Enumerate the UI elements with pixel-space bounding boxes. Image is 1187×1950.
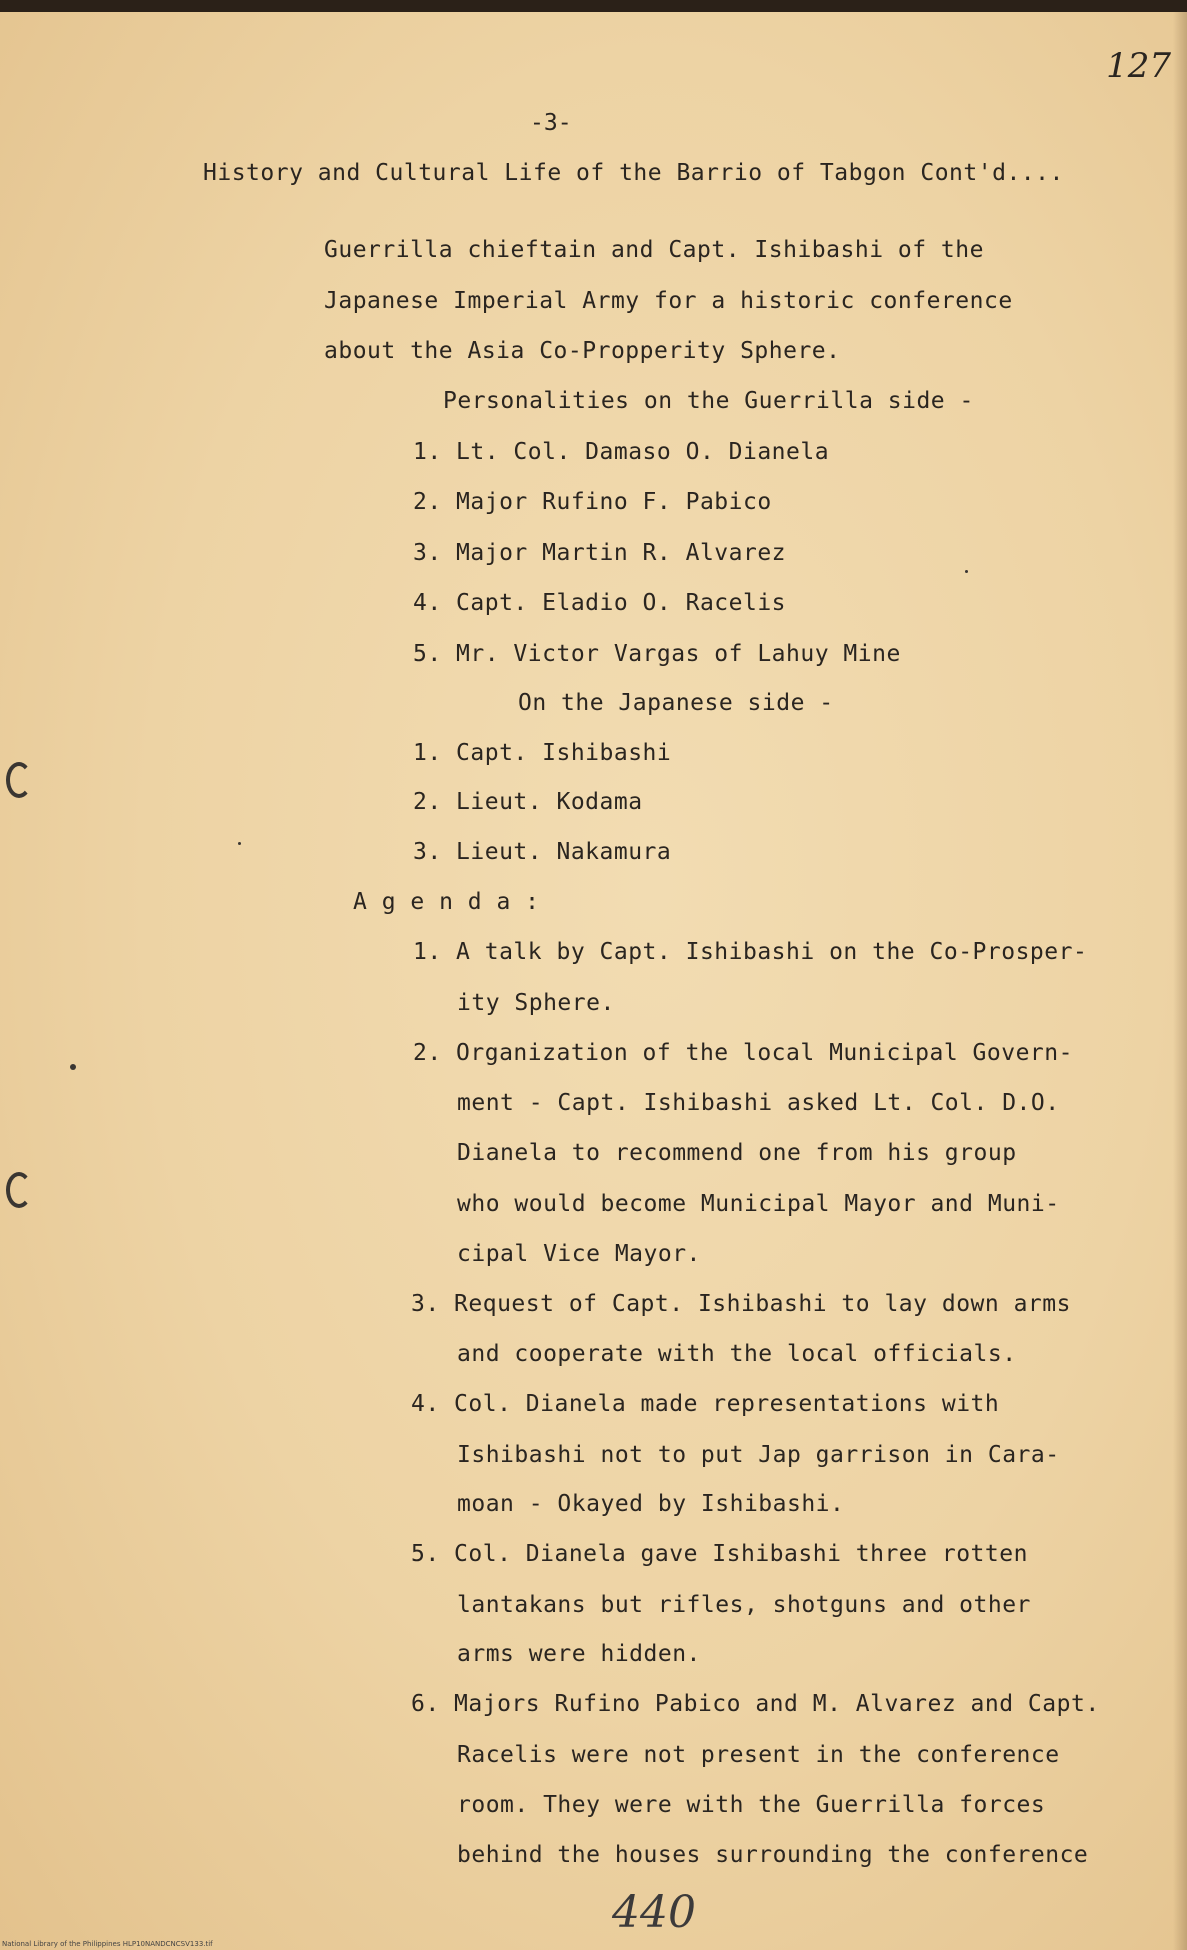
agenda-line: Dianela to recommend one from his group [457,1140,1017,1166]
heading: History and Cultural Life of the Barrio of Tabgon Cont'd.... [203,160,1064,186]
agenda-line: Racelis were not present in the conference [457,1742,1060,1768]
agenda-heading: A g e n d a : [353,889,540,915]
agenda-line: behind the houses surrounding the conference [457,1842,1089,1868]
document-page [0,12,1187,1950]
agenda-line: 2. Organization of the local Municipal Govern- [413,1040,1073,1066]
intro-line: Guerrilla chieftain and Capt. Ishibashi of the [324,237,984,263]
agenda-line: moan - Okayed by Ishibashi. [457,1491,845,1517]
agenda-line: ity Sphere. [457,990,615,1016]
agenda-line: Ishibashi not to put Jap garrison in Cara- [457,1442,1060,1468]
agenda-line: 5. Col. Dianela gave Ishibashi three rotten [411,1541,1028,1567]
agenda-line: cipal Vice Mayor. [457,1241,701,1267]
guerrilla-heading: Personalities on the Guerrilla side - [443,388,974,414]
handwritten-page-number: 440 [612,1887,696,1938]
agenda-line: 4. Col. Dianela made representations with [411,1391,1000,1417]
japanese-heading: On the Japanese side - [518,690,834,716]
guerrilla-item: 3. Major Martin R. Alvarez [413,540,787,566]
ink-speck [70,1064,76,1070]
guerrilla-item: 4. Capt. Eladio O. Racelis [413,590,787,616]
intro-line: about the Asia Co-Propperity Sphere. [324,338,841,364]
guerrilla-item: 1. Lt. Col. Damaso O. Dianela [413,439,830,465]
ink-speck [238,842,241,845]
agenda-line: ment - Capt. Ishibashi asked Lt. Col. D.O. [457,1090,1060,1116]
japanese-item: 2. Lieut. Kodama [413,789,643,815]
guerrilla-item: 5. Mr. Victor Vargas of Lahuy Mine [413,641,901,667]
agenda-line: who would become Municipal Mayor and Muni- [457,1191,1060,1217]
agenda-line: 1. A talk by Capt. Ishibashi on the Co-Prosper- [413,939,1088,965]
folio-number: 127 [1106,46,1171,86]
japanese-item: 3. Lieut. Nakamura [413,839,672,865]
intro-line: Japanese Imperial Army for a historic conference [324,288,1013,314]
japanese-item: 1. Capt. Ishibashi [413,740,672,766]
binding-hole [6,1172,32,1208]
ink-speck [965,570,968,573]
agenda-line: 3. Request of Capt. Ishibashi to lay down arms [411,1291,1071,1317]
agenda-line: room. They were with the Guerrilla forces [457,1792,1046,1818]
agenda-line: and cooperate with the local officials. [457,1341,1017,1367]
agenda-line: lantakans but rifles, shotguns and other [457,1592,1031,1618]
agenda-line: arms were hidden. [457,1641,701,1667]
page-number: -3- [530,110,572,136]
agenda-line: 6. Majors Rufino Pabico and M. Alvarez and Capt. [411,1691,1100,1717]
guerrilla-item: 2. Major Rufino F. Pabico [413,489,772,515]
binding-hole [6,762,32,798]
archive-footer: National Library of the Philippines HLP10NANDCNCSV133.tif [2,1940,213,1948]
